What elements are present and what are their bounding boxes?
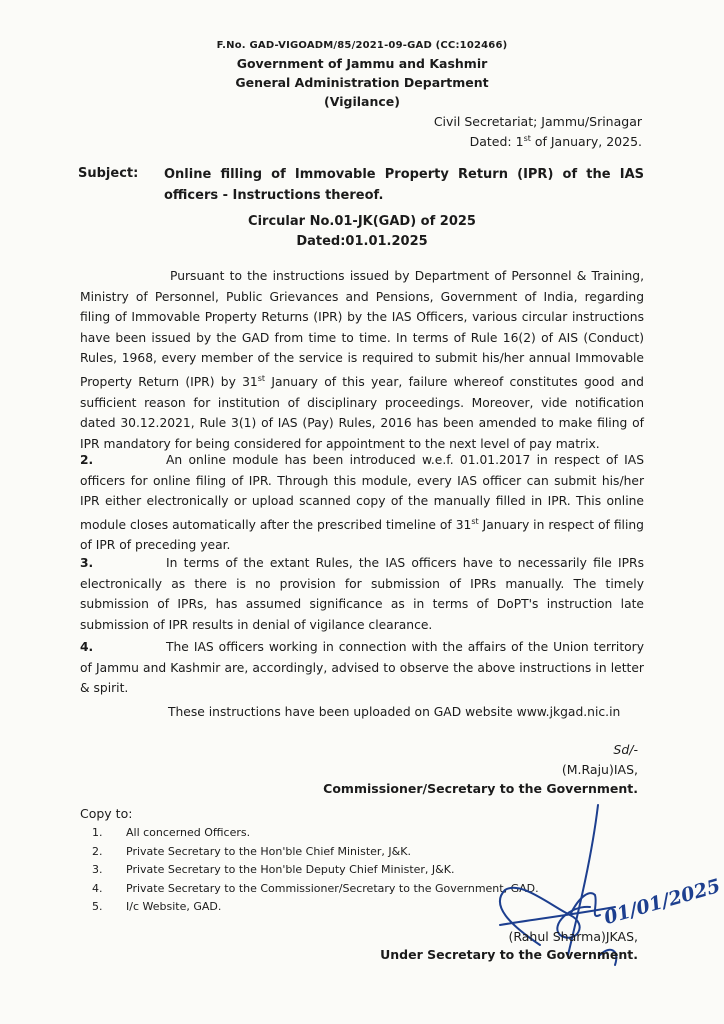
- paragraph-5: These instructions have been uploaded on GAD website www.jkgad.nic.in: [168, 705, 621, 719]
- file-number: F.No. GAD-VIGOADM/85/2021-09-GAD (CC:102466): [216, 40, 508, 51]
- sd-mark: Sd/-: [613, 742, 638, 757]
- copy-to-label: Copy to:: [80, 806, 133, 821]
- subject-text: Online filling of Immovable Property Return (IPR) of the IAS officers - Instructions thereof.: [164, 167, 644, 203]
- copy-to-list: [92, 824, 539, 917]
- list-item: 1. All concerned Officers.: [92, 826, 251, 839]
- issue-date: Dated: 1st of January, 2025.: [469, 134, 642, 150]
- subject-label: Subject:: [78, 166, 139, 181]
- circular-dated: Dated:01.01.2025: [296, 234, 428, 249]
- department-name: General Administration Department: [235, 75, 489, 90]
- list-item: 2. Private Secretary to the Hon'ble Chief Minister, J&K.: [92, 844, 411, 858]
- wing-name: (Vigilance): [324, 94, 400, 109]
- list-item: 3. Private Secretary to the Hon'ble Deputy Chief Minister, J&K.: [92, 863, 455, 876]
- svg-text:01/01/2025: 01/01/2025: [601, 874, 723, 930]
- list-item: 4. Private Secretary to the Commissioner/Secretary to the Government, GAD.: [92, 881, 539, 895]
- paragraph-2: 2. An online module has been introduced w.e.f. 01.01.2017 in respect of IAS officers for online filing of IPR. Through this module, every IAS officer can submit his/her IPR either electronically or upload scanned copy of the manually filled in IPR. This online module closes automatically after the prescribed timeline of 31st January in respect of filing of IPR of preceding year.: [80, 453, 644, 553]
- under-secretary-name: (Rahul Sharma)JKAS,: [508, 929, 638, 944]
- signatory-designation: Commissioner/Secretary to the Government.: [323, 781, 638, 796]
- place: Civil Secretariat; Jammu/Srinagar: [433, 114, 642, 129]
- under-secretary-designation: Under Secretary to the Government.: [380, 947, 638, 962]
- signatory-name: (M.Raju)IAS,: [561, 762, 638, 777]
- handwritten-signature: [480, 795, 723, 995]
- government-name: Government of Jammu and Kashmir: [236, 56, 488, 71]
- circular-title: Circular No.01-JK(GAD) of 2025: [248, 214, 476, 229]
- paragraph-1: Pursuant to the instructions issued by Department of Personnel & Training, Ministry of Personnel, Public Grievances and Pensions, Government of India, regarding filing of Immovable Property Returns (IPR) by the IAS Officers, various circular instructions have been issued by the GAD from time to time. In terms of Rule 16(2) of AIS (Conduct) Rules, 1968, every member of the service is required to submit his/her annual Immovable Property Return (IPR) by 31st January of this year, failure whereof constitutes good and sufficient reason for institution of disciplinary proceedings. Moreover, vide notification dated 30.12.2021, Rule 3(1) of IAS (Pay) Rules, 2016 has been amended to make filing of IPR mandatory for being considered for appointment to the next level of pay matrix.: [80, 269, 644, 451]
- list-item: 5. I/c Website, GAD.: [92, 900, 222, 913]
- paragraph-3: 3. In terms of the extant Rules, the IAS officers have to necessarily file IPRs electronically as there is no provision for submission of IPRs manually. The timely submission of IPRs, has assumed significance as in terms of DoPT's instruction late submission of IPR results in denial of vigilance clearance.: [80, 556, 644, 632]
- paragraph-4: 4. The IAS officers working in connection with the affairs of the Union territory of Jammu and Kashmir are, accordingly, advised to observe the above instructions in letter & spirit.: [80, 640, 644, 696]
